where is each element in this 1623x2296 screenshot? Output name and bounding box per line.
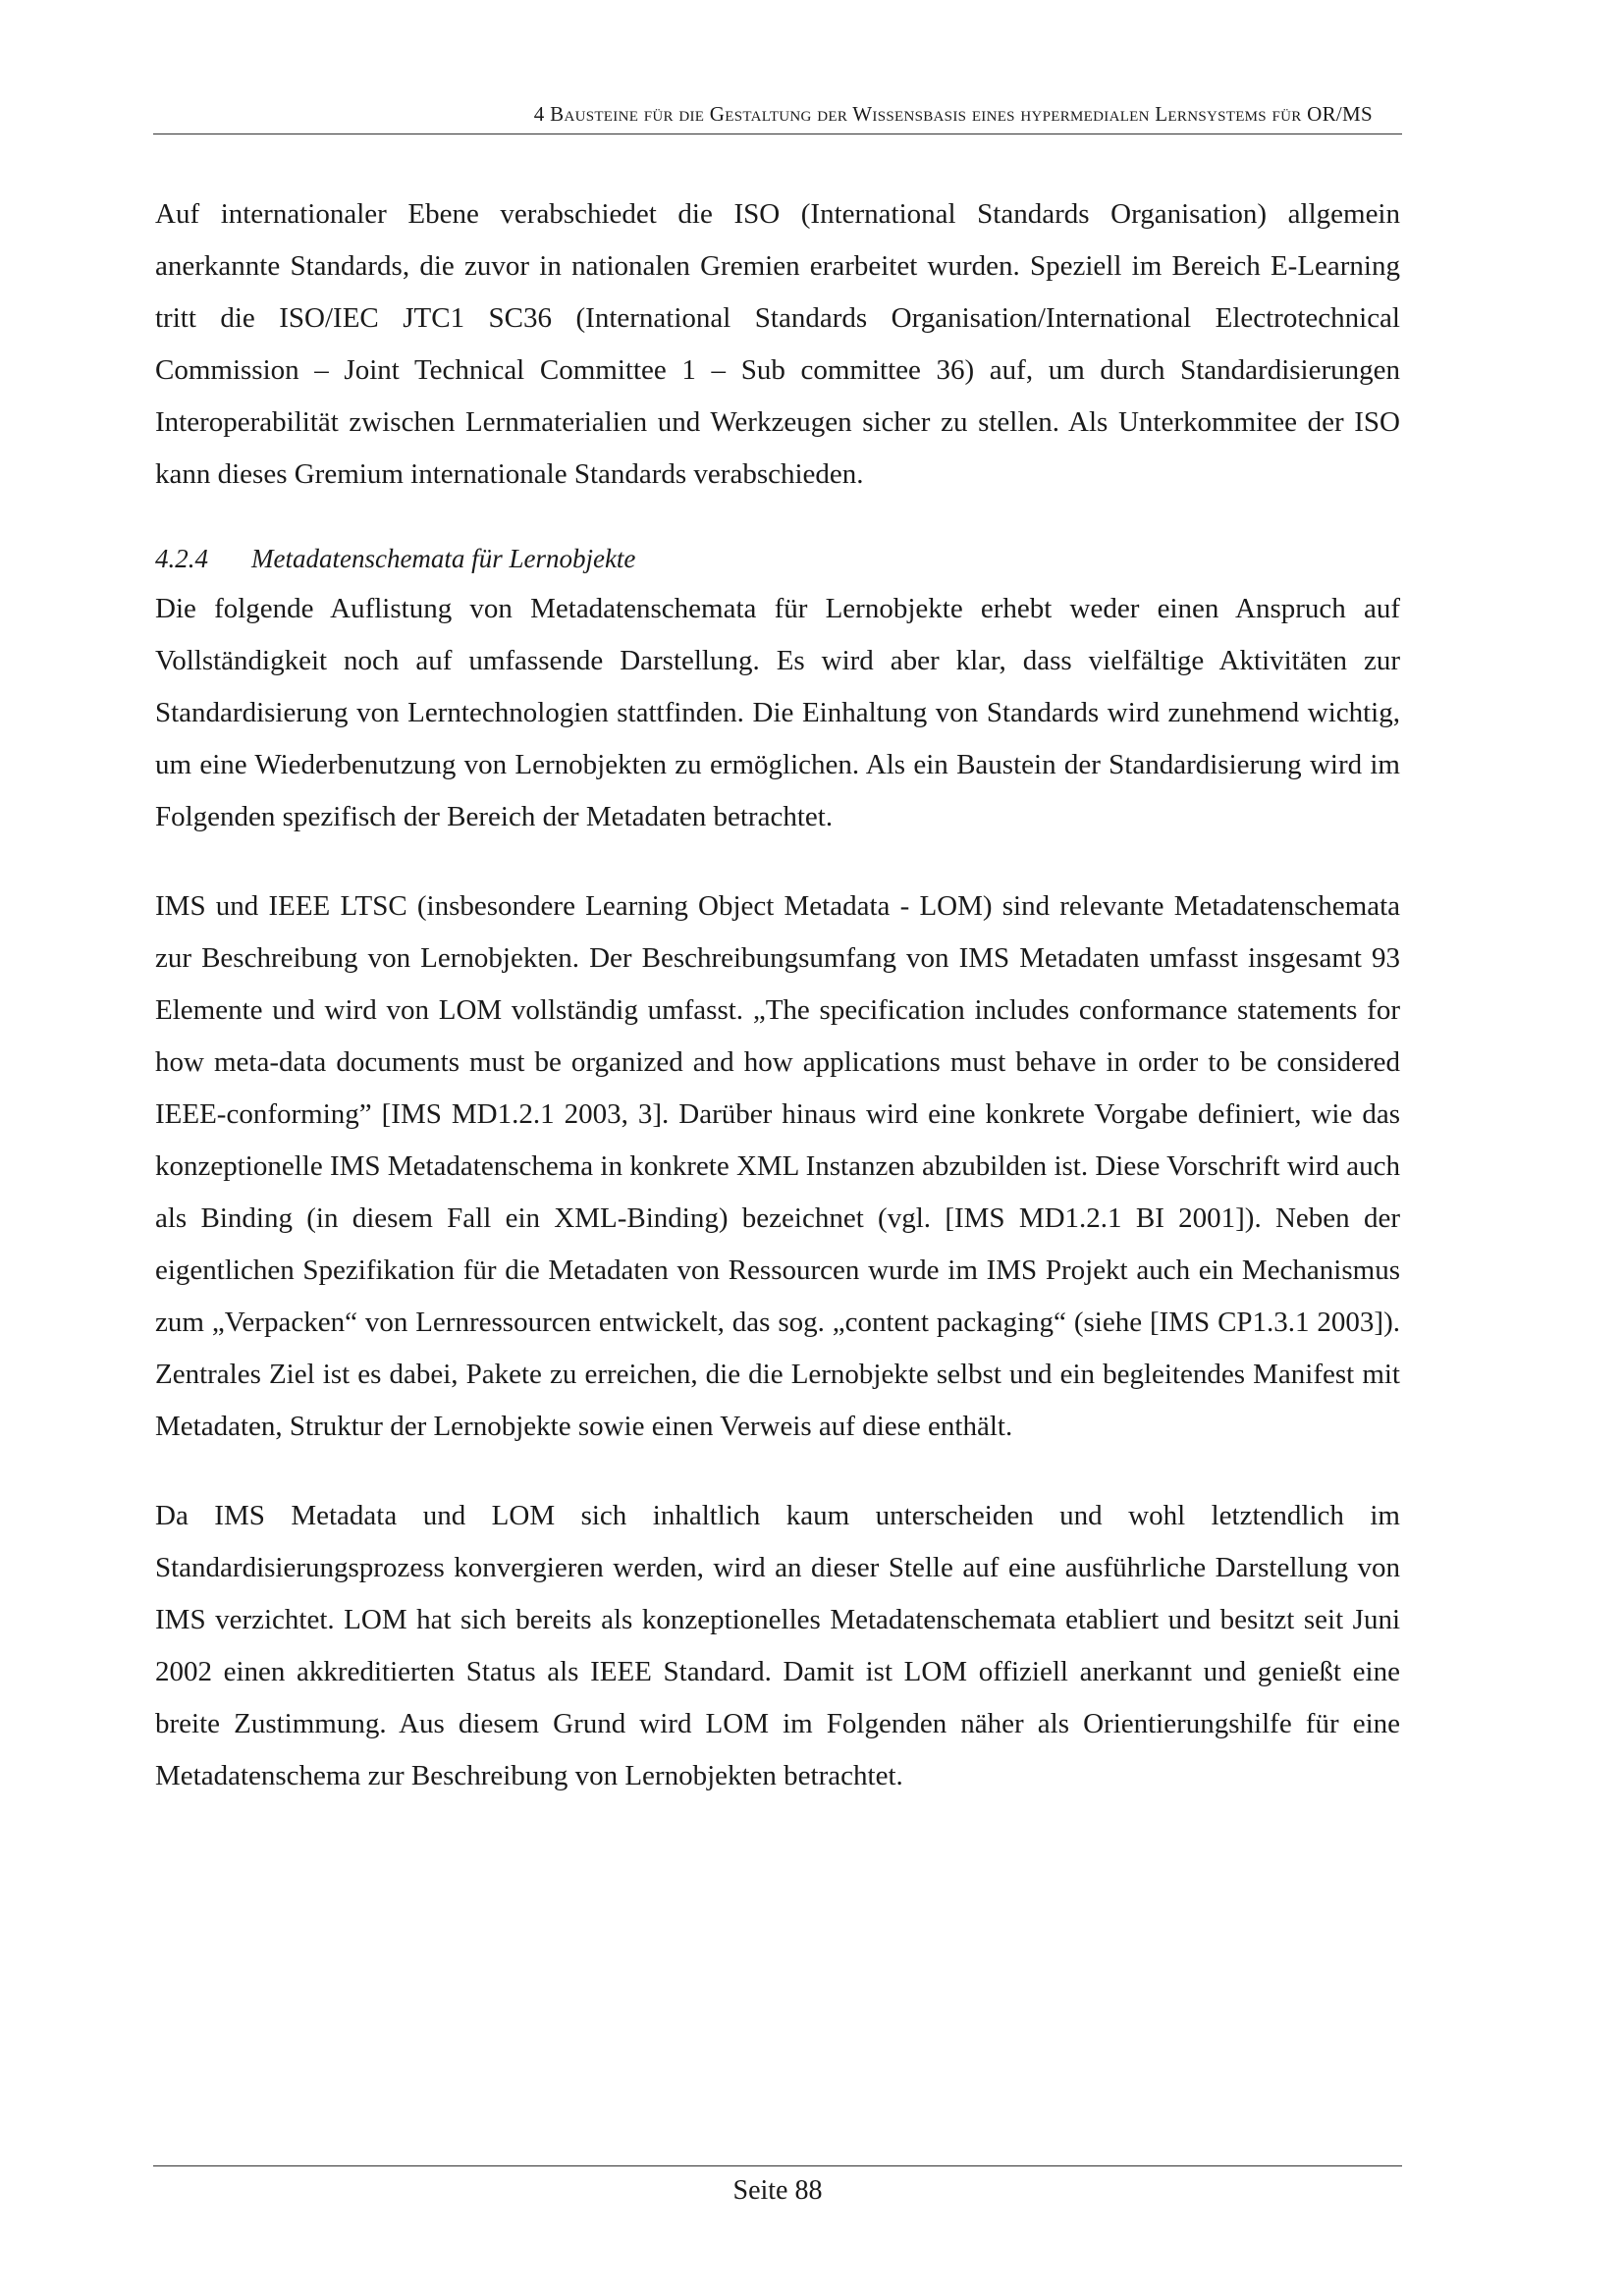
footer-rule	[153, 2165, 1402, 2166]
page-number: Seite 88	[732, 2175, 823, 2206]
page-footer	[153, 2171, 1402, 2211]
header-rule	[153, 133, 1402, 134]
body-paragraph: Die folgende Auflistung von Metadatenschemata für Lernobjekte erhebt weder einen Anspruch auf Vollständigkeit noch auf umfassende Darstellung. Es wird aber klar, dass vielfältige Aktivitäten zur Standardisierung von Lerntechnologien stattfinden. Die Einhaltung von Standards wird zunehmend wichtig, um eine Wiederbenutzung von Lernobjekten zu ermöglichen. Als ein Baustein der Standardisierung wird im Folgenden spezifisch der Bereich der Metadaten betrachtet.	[155, 593, 1400, 832]
body-paragraph: IMS und IEEE LTSC (insbesondere Learning Object Metadata - LOM) sind relevante Metadatenschemata zur Beschreibung von Lernobjekten. Der Beschreibungsumfang von IMS Metadaten umfasst insgesamt 93 Elemente und wird von LOM vollständig umfasst. „The specification includes conformance statements for how meta-data documents must be organized and how applications must behave in order to be considered IEEE-conforming” [IMS MD1.2.1 2003, 3]. Darüber hinaus wird eine konkrete Vorgabe definiert, wie das konzeptionelle IMS Metadatenschema in konkrete XML Instanzen abzubilden ist. Diese Vorschrift wird auch als Binding (in diesem Fall ein XML-Binding) bezeichnet (vgl. [IMS MD1.2.1 BI 2001]). Neben der eigentlichen Spezifikation für die Metadaten von Ressourcen wurde im IMS Projekt auch ein Mechanismus zum „Verpacken“ von Lernressourcen entwickelt, das sog. „content packaging“ (siehe [IMS CP1.3.1 2003]). Zentrales Ziel ist es dabei, Pakete zu erreichen, die die Lernobjekte selbst und ein begleitendes Manifest mit Metadaten, Struktur der Lernobjekte sowie einen Verweis auf diese enthält.	[155, 890, 1400, 1442]
section-number: 4.2.4	[155, 544, 208, 573]
body-paragraph: Da IMS Metadata und LOM sich inhaltlich kaum unterscheiden und wohl letztendlich im Standardisierungsprozess konvergieren werden, wird an dieser Stelle auf eine ausführliche Darstellung von IMS verzichtet. LOM hat sich bereits als konzeptionelles Metadatenschemata etabliert und besitzt seit Juni 2002 einen akkreditierten Status als IEEE Standard. Damit ist LOM offiziell anerkannt und genießt eine breite Zustimmung. Aus diesem Grund wird LOM im Folgenden näher als Orientierungshilfe für eine Metadatenschema zur Beschreibung von Lernobjekten betrachtet.	[155, 1500, 1400, 1791]
section-title: Metadatenschemata für Lernobjekte	[251, 544, 636, 573]
running-header	[153, 102, 1402, 127]
page-body	[155, 188, 1400, 1802]
section-heading	[155, 534, 1400, 583]
running-header-title: 4 Bausteine für die Gestaltung der Wissensbasis eines hypermedialen Lernsystems für OR/MS	[533, 102, 1373, 126]
intro-paragraph: Auf internationaler Ebene verabschiedet die ISO (International Standards Organisation) allgemein anerkannte Standards, die zuvor in nationalen Gremien erarbeitet wurden. Speziell im Bereich E-Learning tritt die ISO/IEC JTC1 SC36 (International Standards Organisation/International Electrotechnical Commission – Joint Technical Committee 1 – Sub committee 36) auf, um durch Standardisierungen Interoperabilität zwischen Lernmaterialien und Werkzeugen sicher zu stellen. Als Unterkommitee der ISO kann dieses Gremium internationale Standards verabschieden.	[155, 198, 1400, 490]
